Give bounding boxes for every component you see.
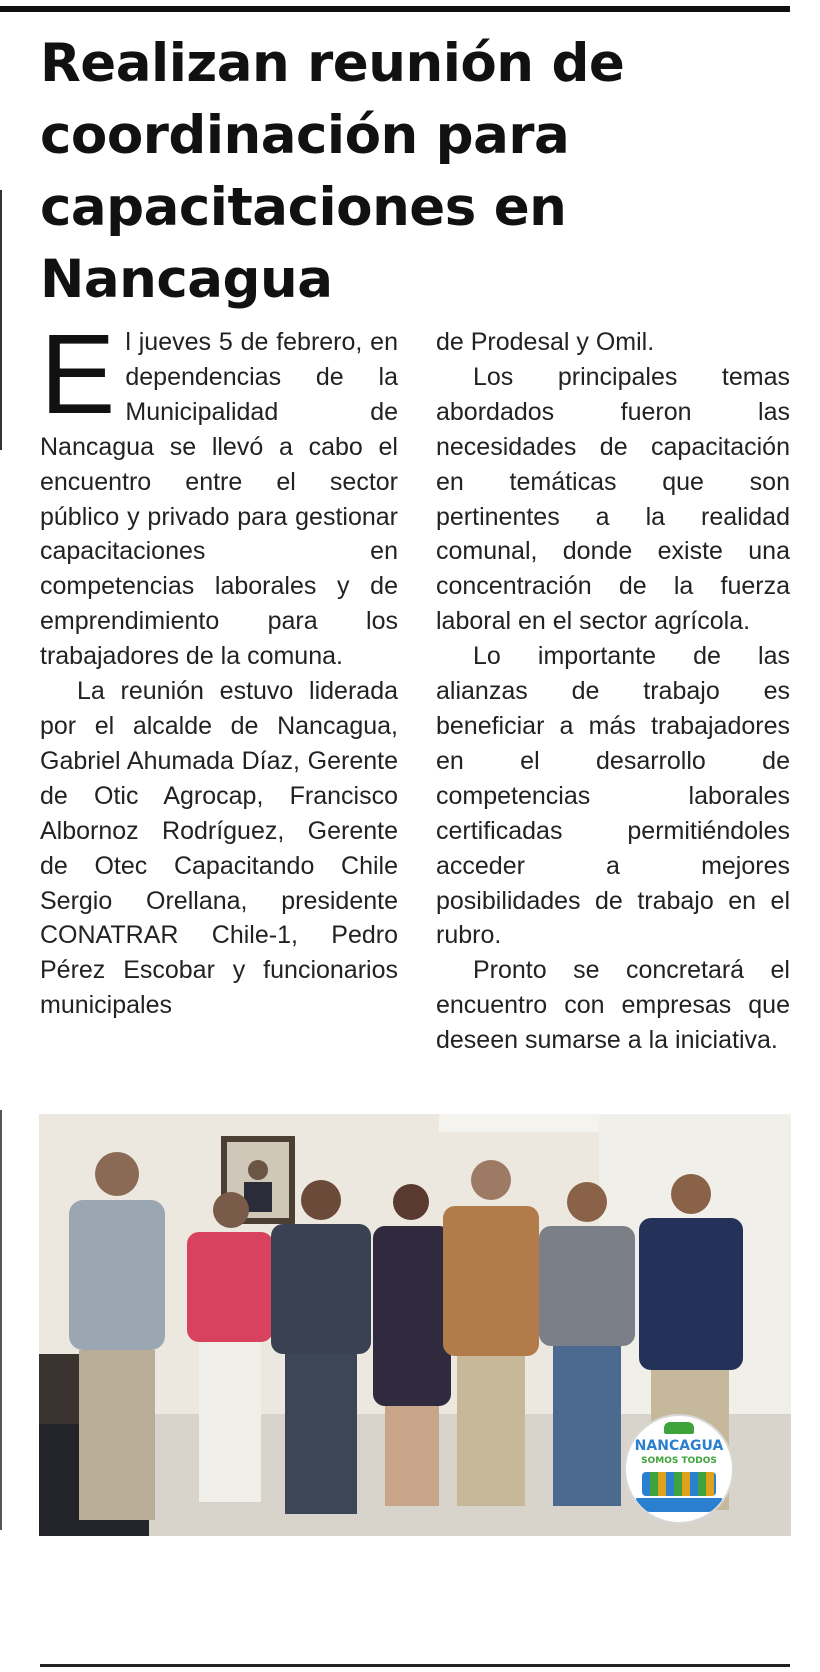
drop-cap: E [40, 311, 116, 437]
top-rule [0, 6, 790, 12]
logo-people-icon [642, 1472, 716, 1496]
logo-sprout-icon [664, 1422, 694, 1434]
group-photo [39, 1114, 791, 1536]
logo-line1: NANCAGUA [634, 1438, 724, 1454]
article-column-right [436, 325, 790, 1058]
bottom-rule [40, 1664, 790, 1667]
logo-wave-icon [636, 1498, 722, 1512]
page-edge-rule [0, 190, 2, 450]
person-2 [187, 1192, 273, 1502]
logo-line2: SOMOS TODOS [641, 1456, 717, 1466]
article-paragraph: de Prodesal y Omil. [436, 328, 655, 356]
person-3 [271, 1180, 371, 1514]
article-paragraph: Lo importante de las alianzas de trabajo es beneficiar a más trabajadores en el desarrollo de competencias laborales certificadas permitiéndoles acceder a mejores posibilidades de trabajo en el rubro. [436, 642, 790, 950]
article-paragraph: La reunión estuvo liderada por el alcalde de Nancagua, Gabriel Ahumada Díaz, Gerente de Otic Agrocap, Francisco Albornoz Rodríguez, Gerente de Otec Capacitando Chile Sergio Orellana, presidente CONATRAR Chile-1, Pedro Pérez Escobar y funcionarios municipales [40, 677, 398, 1020]
article-paragraph [40, 311, 398, 674]
nancagua-logo [624, 1414, 734, 1524]
person-5 [443, 1160, 539, 1506]
page-edge-rule-lower [0, 1110, 2, 1530]
person-1 [69, 1152, 165, 1520]
article-paragraph: Pronto se concretará el encuentro con empresas que deseen sumarse a la iniciativa. [436, 956, 790, 1055]
person-6 [539, 1182, 635, 1506]
article-column-left [40, 311, 398, 1023]
article-paragraph: Los principales temas abordados fueron las necesidades de capacitación en temáticas que son pertinentes a la realidad comunal, donde existe una concentración de la fuerza laboral en el sector agrícola. [436, 362, 790, 636]
paragraph-text: l jueves 5 de febrero, en dependencias de la Municipalidad de Nancagua se llevó a cabo el encuentro entre el sector público y privado para gestionar capacitaciones en competencias laborales y de emprendimiento para los trabajadores de la comuna. [40, 328, 398, 671]
article-headline: Realizan reunión de coordinación para capacitaciones en Nancagua [40, 33, 625, 310]
